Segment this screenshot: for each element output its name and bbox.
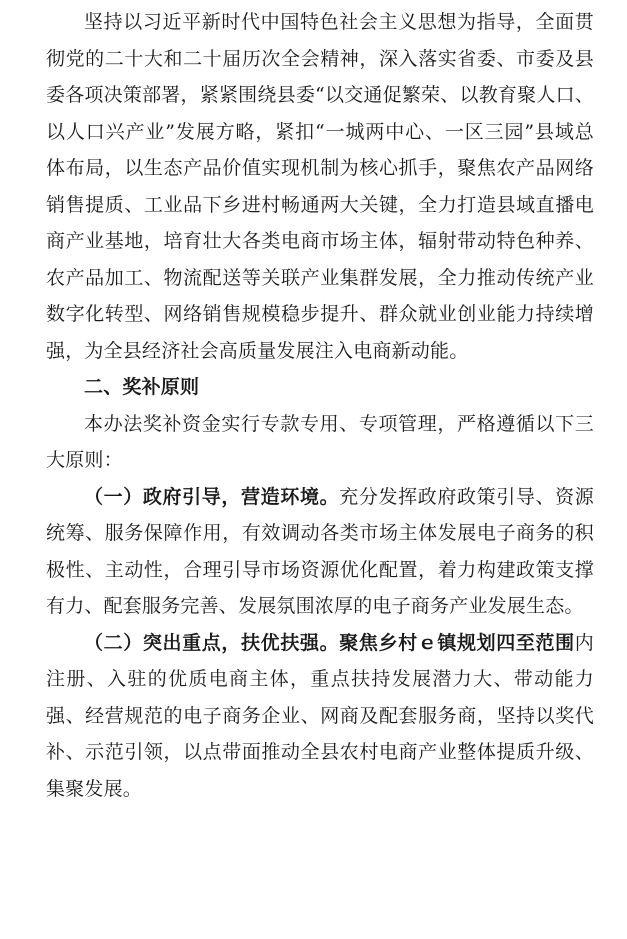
document-page	[46, 4, 594, 807]
principle-1-lead: （一）政府引导，营造环境。	[84, 485, 340, 508]
paragraph-guiding-ideology	[46, 4, 594, 369]
paragraph-principles-intro	[46, 406, 594, 479]
principle-2-lead: （二）突出重点，扶优扶强。聚焦乡村ｅ镇规划四至范围	[84, 631, 575, 654]
paragraph-text: 本办法奖补资金实行专款专用、专项管理，严格遵循以下三大原则：	[46, 412, 594, 471]
paragraph-text: 坚持以习近平新时代中国特色社会主义思想为指导，全面贯彻党的二十大和二十届历次全会精神，深入落实省委、市委及县委各项决策部署，紧紧围绕县委“以交通促繁荣、以教育聚人口、以人口兴产业”发展方略，紧扣“一城两中心、一区三园”县域总体布局，以生态产品价值实现机制为核心抓手，聚焦农产品网络销售提质、工业品下乡进村畅通两大关键，全力打造县域直播电商产业基地，培育壮大各类电商市场主体，辐射带动特色种养、农产品加工、物流配送等关联产业集群发展，全力推动传统产业数字化转型、网络销售规模稳步提升、群众就业创业能力持续增强，为全县经济社会高质量发展注入电商新动能。	[46, 11, 594, 362]
principle-2-body: 内注册、入驻的优质电商主体，重点扶持发展潜力大、带动能力强、经营规范的电子商务企业、网商及配套服务商，坚持以奖代补、示范引领，以点带面推动全县农村电商产业整体提质升级、集聚发展。	[46, 631, 594, 800]
paragraph-principle-1	[46, 479, 594, 625]
section-heading-reward-principles	[46, 369, 594, 406]
paragraph-principle-2	[46, 625, 594, 808]
principle-1-body: 充分发挥政府政策引导、资源统筹、服务保障作用，有效调动各类市场主体发展电子商务的积极性、主动性，合理引导市场资源优化配置，着力构建政策支撑有力、配套服务完善、发展氛围浓厚的电子商务产业发展生态。	[46, 485, 594, 617]
section-heading-text: 二、奖补原则	[84, 376, 200, 398]
